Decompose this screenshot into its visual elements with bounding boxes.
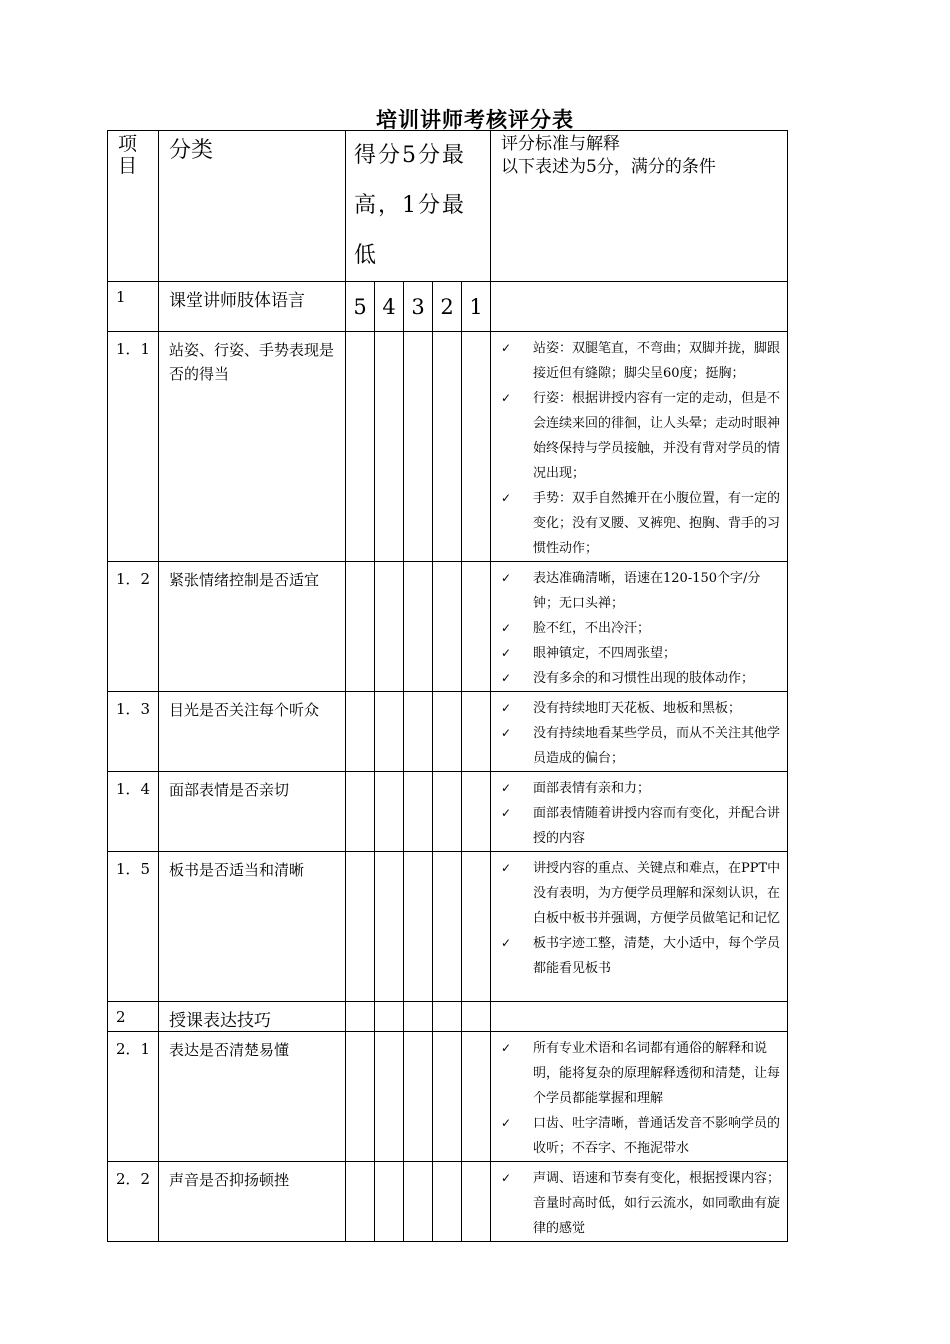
criteria-text: 站姿：双腿笔直，不弯曲；双脚并拢，脚跟接近但有缝隙；脚尖呈60度；挺胸；: [533, 341, 781, 381]
section-row: [108, 1002, 788, 1032]
table-row: [108, 1162, 788, 1242]
score-cell[interactable]: [346, 772, 375, 852]
table-row: [108, 772, 788, 852]
row-id: 2．2: [108, 1162, 159, 1242]
score-cell[interactable]: [375, 1032, 404, 1162]
criteria-item: [499, 386, 781, 486]
header-criteria: [491, 131, 788, 282]
score-cell[interactable]: [404, 692, 433, 772]
criteria-list: [491, 1032, 787, 1161]
row-id: 1．3: [108, 692, 159, 772]
checkmark-icon: ✓: [501, 781, 512, 795]
criteria-item: [499, 721, 781, 771]
criteria-title: 评分标准与解释: [501, 134, 620, 154]
criteria-item: [499, 486, 781, 561]
score-cell[interactable]: [346, 1162, 375, 1242]
score-cell[interactable]: [462, 1032, 491, 1162]
score-cell[interactable]: [433, 1032, 462, 1162]
score-cell[interactable]: [404, 562, 433, 692]
criteria-list: [491, 852, 787, 981]
header-score: [346, 131, 491, 282]
score-cell[interactable]: [375, 1162, 404, 1242]
score-cell[interactable]: [404, 332, 433, 562]
criteria-cell: [491, 282, 788, 332]
criteria-item: [499, 776, 781, 801]
score-cell[interactable]: [375, 332, 404, 562]
score-cell[interactable]: [433, 852, 462, 1002]
checkmark-icon: ✓: [501, 1041, 512, 1055]
row-id: 1．1: [108, 332, 159, 562]
checkmark-icon: ✓: [501, 1116, 512, 1130]
section-row: [108, 282, 788, 332]
section-id: 1: [108, 282, 159, 332]
score-cell[interactable]: [433, 1162, 462, 1242]
header-score-label: 得分5分最高，1分最低: [354, 143, 466, 268]
criteria-subtitle: 以下表述为5分，满分的条件: [501, 157, 716, 177]
score-cell[interactable]: [346, 562, 375, 692]
criteria-text: 没有持续地盯天花板、地板和黑板；: [533, 701, 742, 716]
criteria-item: [499, 1036, 781, 1111]
score-cell[interactable]: [462, 562, 491, 692]
score-option-1: 1: [462, 282, 491, 332]
criteria-item: [499, 666, 781, 691]
header-item-label: 项目: [118, 133, 138, 177]
score-cell[interactable]: [375, 562, 404, 692]
row-category: 表达是否清楚易懂: [159, 1032, 346, 1162]
score-option-4: 4: [375, 282, 404, 332]
score-cell[interactable]: [462, 772, 491, 852]
criteria-text: 面部表情随着讲授内容而有变化，并配合讲授的内容: [533, 806, 781, 846]
checkmark-icon: ✓: [501, 861, 512, 875]
criteria-text: 眼神镇定，不四周张望；: [533, 646, 677, 661]
criteria-cell: [491, 332, 788, 562]
score-cell[interactable]: [433, 692, 462, 772]
criteria-cell: [491, 852, 788, 1002]
section-title: 授课表达技巧: [159, 1002, 346, 1032]
checkmark-icon: ✓: [501, 646, 512, 660]
score-cell[interactable]: [433, 562, 462, 692]
checkmark-icon: ✓: [501, 701, 512, 715]
criteria-text: 表达准确清晰，语速在120-150个字/分钟；无口头禅；: [533, 571, 761, 611]
criteria-item: [499, 336, 781, 386]
score-cell[interactable]: [462, 692, 491, 772]
score-cell[interactable]: [433, 1002, 462, 1032]
criteria-list: [491, 332, 787, 561]
table-body: [108, 131, 788, 1242]
score-cell[interactable]: [404, 772, 433, 852]
row-id: 2．1: [108, 1032, 159, 1162]
header-category: 分类: [159, 131, 346, 282]
criteria-text: 手势：双手自然摊开在小腹位置，有一定的变化；没有叉腰、叉裤兜、抱胸、背手的习惯性动作；: [533, 491, 781, 556]
criteria-cell: [491, 692, 788, 772]
criteria-list: [491, 562, 787, 691]
criteria-item: [499, 801, 781, 851]
score-cell[interactable]: [462, 852, 491, 1002]
criteria-list: [491, 1162, 787, 1241]
criteria-text: 口齿、吐字清晰，普通话发音不影响学员的收听；不吞字、不拖泥带水: [533, 1116, 781, 1156]
score-cell[interactable]: [346, 332, 375, 562]
row-category: 声音是否抑扬顿挫: [159, 1162, 346, 1242]
row-id: 1．5: [108, 852, 159, 1002]
criteria-item: [499, 616, 781, 641]
criteria-list: [491, 692, 787, 771]
criteria-cell: [491, 1162, 788, 1242]
score-cell[interactable]: [404, 852, 433, 1002]
checkmark-icon: ✓: [501, 936, 512, 950]
row-id: 1．2: [108, 562, 159, 692]
checkmark-icon: ✓: [501, 806, 512, 820]
score-cell[interactable]: [375, 1002, 404, 1032]
score-cell[interactable]: [462, 332, 491, 562]
table-row: [108, 852, 788, 1002]
score-option-3: 3: [404, 282, 433, 332]
score-cell[interactable]: [346, 1032, 375, 1162]
criteria-item: [499, 1111, 781, 1161]
score-cell[interactable]: [433, 332, 462, 562]
checkmark-icon: ✓: [501, 671, 512, 685]
score-cell[interactable]: [375, 772, 404, 852]
row-category: 站姿、行姿、手势表现是否的得当: [159, 332, 346, 562]
header-row: [108, 131, 788, 282]
score-cell[interactable]: [404, 1032, 433, 1162]
checkmark-icon: ✓: [501, 621, 512, 635]
criteria-text: 板书字迹工整，清楚，大小适中，每个学员都能看见板书: [533, 936, 781, 976]
score-cell[interactable]: [375, 692, 404, 772]
checkmark-icon: ✓: [501, 726, 512, 740]
criteria-cell: [491, 1032, 788, 1162]
table-row: [108, 562, 788, 692]
section-id: 2: [108, 1002, 159, 1032]
criteria-item: [499, 641, 781, 666]
table-row: [108, 332, 788, 562]
checkmark-icon: ✓: [501, 391, 512, 405]
criteria-text: 面部表情有亲和力；: [533, 781, 651, 796]
criteria-text: 讲授内容的重点、关键点和难点，在PPT中没有表明，为方便学员理解和深刻认识，在白板中板书并强调，方便学员做笔记和记忆: [533, 861, 781, 926]
evaluation-table: [107, 130, 788, 1242]
score-option-2: 2: [433, 282, 462, 332]
criteria-text: 没有多余的和习惯性出现的肢体动作；: [533, 671, 755, 686]
criteria-item: [499, 1166, 781, 1241]
row-category: 目光是否关注每个听众: [159, 692, 346, 772]
header-item: [108, 131, 159, 282]
criteria-text: 脸不红，不出冷汗；: [533, 621, 651, 636]
score-cell[interactable]: [375, 852, 404, 1002]
score-cell[interactable]: [462, 1162, 491, 1242]
row-category: 紧张情绪控制是否适宜: [159, 562, 346, 692]
score-cell[interactable]: [346, 1002, 375, 1032]
criteria-list: [491, 772, 787, 851]
criteria-text: 声调、语速和节奏有变化，根据授课内容；音量时高时低，如行云流水，如同歌曲有旋律的感觉: [533, 1171, 781, 1236]
score-option-5: 5: [346, 282, 375, 332]
row-category: 面部表情是否亲切: [159, 772, 346, 852]
criteria-text: 行姿：根据讲授内容有一定的走动，但是不会连续来回的徘徊，让人头晕；走动时眼神始终保持与学员接触，并没有背对学员的情况出现；: [533, 391, 781, 481]
page-title: 培训讲师考核评分表: [376, 107, 574, 132]
criteria-item: [499, 856, 781, 931]
score-cell[interactable]: [346, 852, 375, 1002]
criteria-text: 没有持续地看某些学员，而从不关注其他学员造成的偏台；: [533, 726, 781, 766]
score-cell[interactable]: [346, 692, 375, 772]
checkmark-icon: ✓: [501, 571, 512, 585]
criteria-text: 所有专业术语和名词都有通俗的解释和说明，能将复杂的原理解释透彻和清楚，让每个学员都能掌握和理解: [533, 1041, 781, 1106]
checkmark-icon: ✓: [501, 341, 512, 355]
table-row: [108, 692, 788, 772]
row-id: 1．4: [108, 772, 159, 852]
section-title: 课堂讲师肢体语言: [159, 282, 346, 332]
score-cell[interactable]: [462, 1002, 491, 1032]
score-cell[interactable]: [404, 1002, 433, 1032]
criteria-item: [499, 931, 781, 981]
checkmark-icon: ✓: [501, 491, 512, 505]
criteria-item: [499, 566, 781, 616]
criteria-cell: [491, 772, 788, 852]
checkmark-icon: ✓: [501, 1171, 512, 1185]
criteria-item: [499, 696, 781, 721]
score-cell[interactable]: [433, 772, 462, 852]
table-row: [108, 1032, 788, 1162]
criteria-cell: [491, 562, 788, 692]
criteria-cell: [491, 1002, 788, 1032]
row-category: 板书是否适当和清晰: [159, 852, 346, 1002]
score-cell[interactable]: [404, 1162, 433, 1242]
